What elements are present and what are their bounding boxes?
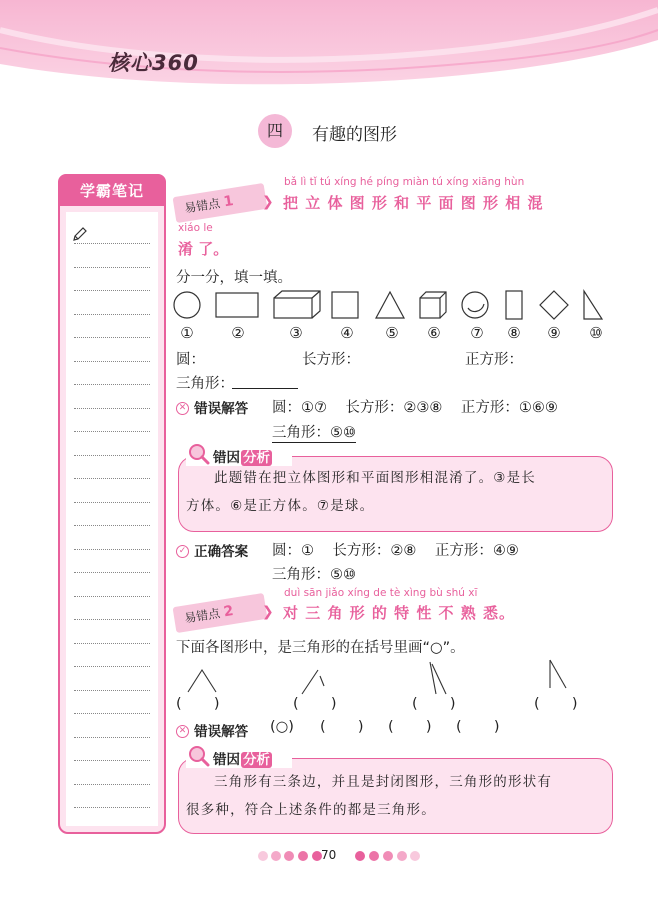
cuboid-shape (274, 291, 320, 318)
note-line (74, 478, 150, 479)
pencil-icon (72, 226, 88, 242)
shape-number: ① (180, 324, 194, 342)
shape-number: ⑨ (547, 324, 561, 342)
point-heading: 对 三 角 形 的 特 性 不 熟 悉。 (283, 604, 516, 622)
triangle-shape (376, 292, 404, 318)
note-line (74, 267, 150, 268)
analysis-label-accent: 分析 (243, 450, 270, 466)
mistake-tag-2 (173, 593, 268, 633)
note-line (74, 455, 150, 456)
correct-answer-label: 正确答案 (194, 544, 249, 560)
bracket-1: ( ) (176, 696, 220, 712)
analysis-label (213, 748, 272, 768)
mistake-tag-label: 易错点 (183, 196, 222, 216)
shapes-row (172, 288, 612, 322)
instruction-text: 下面各图形中，是三角形的在括号里画“○”。 (176, 640, 465, 656)
rhombus-shape (540, 291, 568, 319)
shape-number: ⑤ (385, 324, 399, 342)
wrong-answer-row (176, 397, 248, 417)
mistake-tag-number: 2 (222, 602, 235, 621)
point-heading: 把 立 体 图 形 和 平 面 图 形 相 混 (283, 194, 544, 212)
correct-answer-text: 三角形：⑤⑩ (272, 567, 356, 583)
instruction-text: 分一分，填一填。 (176, 270, 292, 286)
footer-dot (258, 851, 268, 861)
analysis-text: 三角形有三条边，并且是封闭图形，三角形的形状有 (214, 774, 553, 790)
figure-3 (430, 662, 446, 694)
close-icon: ✕ (176, 725, 189, 738)
wrong-answer-4: ( ) (456, 719, 500, 735)
analysis-text: 此题错在把立体图形和平面图形相混淆了。③是长 (214, 470, 537, 486)
blank-square-label: 正方形： (465, 352, 523, 368)
wrong-answer-1: (○) (270, 719, 294, 735)
shape-number: ⑥ (427, 324, 441, 342)
analysis-text: 方体。⑥是正方体。⑦是球。 (186, 498, 375, 514)
shape-number: ② (231, 324, 245, 342)
circle-shape (174, 292, 200, 318)
note-line (74, 572, 150, 573)
analysis-label (213, 446, 272, 466)
figure-1 (188, 670, 216, 692)
note-line (74, 361, 150, 362)
figure-2 (302, 670, 324, 694)
analysis-text: 很多种，符合上述条件的都是三角形。 (186, 802, 436, 818)
note-line (74, 619, 150, 620)
shape-number: ④ (340, 324, 354, 342)
correct-answer-row (176, 540, 248, 560)
footer-dot (284, 851, 294, 861)
wrong-answer-label: 错误解答 (194, 724, 249, 740)
pinyin-line: duì sān jiǎo xíng de tè xìng bù shú xī (284, 587, 478, 599)
blank-rectangle-label: 长方形： (302, 352, 360, 368)
wrong-answer-3: ( ) (388, 719, 432, 735)
bracket-3: ( ) (412, 696, 456, 712)
wrong-answer-triangle: 三角形：⑤⑩ (272, 421, 356, 443)
mistake-tag-label: 易错点 (183, 606, 222, 626)
page-number: 70 (321, 848, 337, 862)
wrong-answer-text (272, 421, 356, 443)
chapter-number: 四 (258, 114, 292, 148)
figures-row (172, 656, 612, 698)
shape-number: ⑩ (589, 324, 603, 342)
note-line (74, 807, 150, 808)
note-line (74, 502, 150, 503)
check-icon: ✓ (176, 545, 189, 558)
note-line (74, 666, 150, 667)
note-line (74, 408, 150, 409)
magnifier-icon (188, 745, 210, 767)
note-line (74, 737, 150, 738)
pinyin-line: xiáo le (178, 222, 213, 234)
notes-sidebar-title: 学霸笔记 (79, 182, 144, 200)
footer-dot (271, 851, 281, 861)
point-heading: 淆 了。 (178, 240, 229, 258)
footer-dot (369, 851, 379, 861)
figure-4 (550, 660, 566, 688)
mistake-tag-1 (173, 183, 268, 223)
note-line (74, 314, 150, 315)
note-line (74, 384, 150, 385)
magnifier-icon (188, 443, 210, 465)
bracket-2: ( ) (293, 696, 337, 712)
note-line (74, 243, 150, 244)
bracket-4: ( ) (534, 696, 578, 712)
tall-rectangle-shape (506, 291, 522, 319)
chevron-right-icon: ❯ (262, 194, 274, 210)
wrong-answer-2: ( ) (320, 719, 364, 735)
blank-circle-label: 圆： (176, 352, 205, 368)
blank-triangle-label: 三角形： (176, 376, 234, 392)
correct-answer-text: 圆：① 长方形：②⑧ 正方形：④⑨ (272, 543, 519, 559)
footer-dot (410, 851, 420, 861)
note-line (74, 337, 150, 338)
note-line (74, 690, 150, 691)
analysis-label-text: 错因 (213, 752, 240, 768)
square-shape (332, 292, 358, 318)
shape-number: ⑦ (470, 324, 484, 342)
notes-paper (66, 212, 158, 826)
analysis-label-text: 错因 (213, 450, 240, 466)
sphere-shape (462, 292, 488, 318)
wrong-answer-label: 错误解答 (194, 401, 249, 417)
shape-number: ③ (289, 324, 303, 342)
note-line (74, 713, 150, 714)
note-line (74, 760, 150, 761)
analysis-label-accent: 分析 (243, 752, 270, 768)
note-line (74, 431, 150, 432)
note-line (74, 643, 150, 644)
right-triangle-shape (584, 291, 602, 319)
footer-dot (355, 851, 365, 861)
chapter-title: 有趣的图形 (312, 125, 397, 145)
brand-logo: 核心360 (108, 51, 199, 75)
rectangle-shape (216, 293, 258, 317)
cube-shape (420, 292, 446, 318)
note-line (74, 784, 150, 785)
wrong-answer-text: 圆：①⑦ 长方形：②③⑧ 正方形：①⑥⑨ (272, 400, 558, 416)
footer-dot (397, 851, 407, 861)
wrong-answer-row (176, 720, 248, 740)
note-line (74, 525, 150, 526)
answer-blank-line (232, 388, 298, 389)
footer-dot (298, 851, 308, 861)
footer-dot (383, 851, 393, 861)
note-line (74, 596, 150, 597)
note-line (74, 290, 150, 291)
mistake-tag-number: 1 (222, 192, 235, 211)
pinyin-line: bǎ lì tǐ tú xíng hé píng miàn tú xíng xiāng hùn (284, 176, 525, 188)
chevron-right-icon: ❯ (262, 604, 274, 620)
shape-number: ⑧ (507, 324, 521, 342)
close-icon: ✕ (176, 402, 189, 415)
header-band (0, 0, 658, 95)
note-line (74, 549, 150, 550)
